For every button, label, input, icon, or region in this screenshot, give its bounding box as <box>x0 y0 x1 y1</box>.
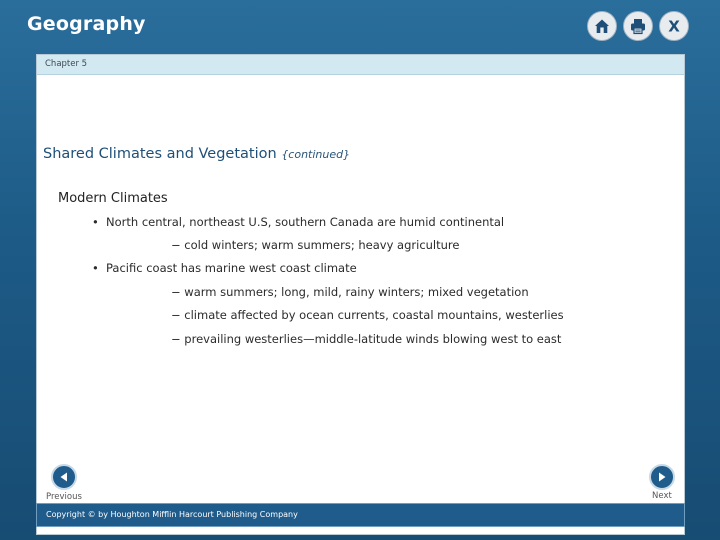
app-title: Geography <box>27 13 146 35</box>
slide-title-suffix: {continued} <box>281 148 351 161</box>
bullet-detail: − cold winters; warm summers; heavy agriculture <box>171 238 460 252</box>
print-button[interactable] <box>623 11 653 41</box>
close-icon <box>665 17 683 35</box>
close-glyph: X <box>668 17 680 35</box>
footer-bar <box>36 503 685 527</box>
slide-title <box>43 146 350 162</box>
next-button[interactable] <box>649 464 675 490</box>
bullet-detail: − prevailing westerlies—middle-latitude winds blowing west to east <box>171 332 562 346</box>
content-panel <box>36 54 685 535</box>
bullet-detail: − climate affected by ocean currents, coastal mountains, westerlies <box>171 308 564 322</box>
chapter-label: Chapter 5 <box>45 59 88 69</box>
chapter-bar <box>37 55 684 75</box>
bullet-item: • North central, northeast U.S, southern Canada are humid continental <box>106 215 504 229</box>
bullet-detail: − warm summers; long, mild, rainy winters; mixed vegetation <box>171 285 529 299</box>
top-toolbar <box>587 11 689 41</box>
home-icon <box>593 17 611 35</box>
bullet-item: • Pacific coast has marine west coast climate <box>106 261 357 275</box>
next-label[interactable]: Next <box>652 491 672 501</box>
copyright-text: Copyright © by Houghton Mifflin Harcourt Publishing Company <box>46 510 298 519</box>
previous-button[interactable] <box>51 464 77 490</box>
arrow-left-icon <box>58 471 70 483</box>
slide-title-text: Shared Climates and Vegetation <box>43 146 277 162</box>
print-icon <box>629 17 647 35</box>
section-heading: Modern Climates <box>58 191 168 206</box>
previous-label[interactable]: Previous <box>46 492 82 502</box>
close-button[interactable] <box>659 11 689 41</box>
home-button[interactable] <box>587 11 617 41</box>
arrow-right-icon <box>656 471 668 483</box>
